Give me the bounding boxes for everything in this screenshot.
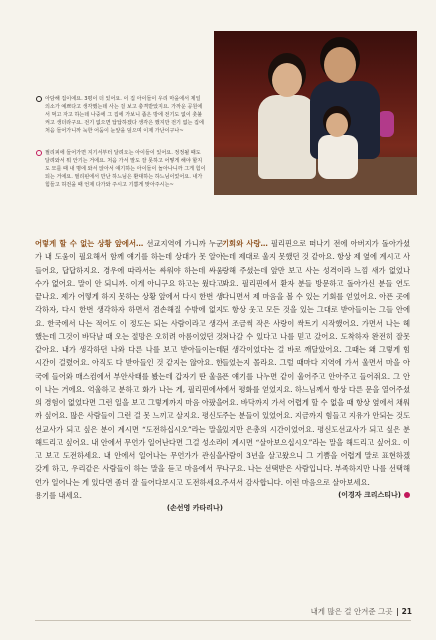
footer-divider [397, 608, 398, 616]
page-footer [311, 606, 412, 617]
right-body: 필리핀으로 떠나기 전에 아버지가 돌아가셨는데 제대로 울지 못했던 것 같아요. 항상 제 옆에 계시고 사랑해 주셨는데 앞만 보고 사는 성격이라 느낌 새가 없었나 봐요. 필리핀에서 환자 분들 방문하고 돌아가신 분들 연도 다니면서 제 마음을 볼 수 있는 기회를 얻었어요. 아픈 곳에도 항상 웃고 모든 것을 있는 그대로 받아들이는 그들 안에서 조금씩 작은 사랑이 싹트기 시작했어요. 가면서 나는 헤쳐나갈 수 있다고 나를 믿고 갔어요. 도착하자 완전히 잘못된 생각이었다는 걸 바로 깨달았어요. 그때는 왜 그렇게 힘들었는지 몰라요. 그럴 때마다 지역에 가서 울면서 마을 아픈 얘기를 나누면 같이 울어주고 안아주고 들어줘요. 그 안에서 평화를 얻었지요. 하느님께서 항상 다른 문을 열어주셨어요. 바닥까지 가서 어렵게 할 수 없을 때 항상 옆에서 채워주는 분들이 있었어요. 지금까지 힘들고 지유가 안되는 것도 있지만 은총의 시간이었어요. 평신도선교사가 되고 싶은 분이 계시면 “살아보으십시오”라는 말을 해드리고 싶어요. 이 사람이 3년을 살고왔으니 그 기쁨을 어렵게 말로 표현하겠나구요. 나는 선택받은 사람입니다. 부족하지만 나를 선택해 주셔서 감사합니다. 이런 마음으로 살아보세요. [222, 239, 410, 487]
bullet-icon [36, 150, 42, 156]
end-mark-icon [404, 492, 410, 498]
right-column [222, 237, 410, 502]
caption-1 [36, 95, 206, 135]
photo-women-and-child [214, 31, 417, 195]
right-signature: (이경자 크리스티나) [338, 490, 401, 499]
left-lead: 어렇게 할 수 없는 상황 앞에서… [35, 239, 144, 248]
caption-2-text: 필리피에 들어가면 지기서부터 달려오는 아이들이 있어요. 정정될 때도 달려와서 뭐 안기는 거에요. 처음 가서 말도 잘 못하고 어떻게 해야 할지도 모를 때 내 명에 와서 앉아서 얘기하는 아이들이 놀아나니까 그게 힘이 되는 거에요. 필리핀에서 만난 하느님은 환대하는 하느님이었어요. 내가 힘들고 허전을 때 언제 다가와 주시고 기쁨게 맞아주시는~ [45, 150, 206, 188]
page-number: 21 [401, 607, 412, 616]
right-lead: 기회와 사랑… [222, 239, 268, 248]
caption-1-text: 아담해 집이에요. 3평이 더 있어요. 이 집 아이들이 우리 마을에서 제일 의소가 예쁘다고 생각했는데 사는 걸 보고 충격받았지요. 가까운 공원에서 먹고 자고 하는데 나중에 그 집에 가보니 좁은 방에 전기도 없이 촛불 켜고 생더라구요. 전기 없으면 답답하겠다 생각은 했지만 전기 없는 집에 처음 들어가니까 눅한 어둠이 눈앞을 덮으며 이제 가난이구나~ [45, 96, 204, 134]
left-signature: (손선영 카타리나) [166, 504, 223, 512]
photo-captions [36, 95, 206, 203]
bullet-icon [36, 96, 42, 102]
footer-title: 내게 많은 걸 안겨준 그곳 [310, 607, 393, 616]
right-signature-wrap [222, 489, 410, 502]
left-body: 선교지역에 가니까 누군가 내 도움이 필요해서 함께 얘기를 하는데 상대가 못 알아들어요, 답답하지요. 경우에 따라서는 싸워야 하는데 싸움 수가 없어요. 말이 안 되니까. 이게 아니구요 하고는 웠다고 끝나요. 제가 어떻게 하지 못하는 상황 앞에서 다시 한번 생각하자, 다시 한번 생각하자 하면서 겸손해질 수밖에 없지요. 한국에서 나는 적어도 이 정도는 되는 사람이라고 생각했는데 그것이 바닥날 때 오는 절망은 오히려 아름이었던 것 같아요. 내가 생각하던 나와 다른 나를 보고 받아들이는데 시간이 걸렸어요. 아직도 다 받아들인 것 같지는 않아요. 한국에 들어와 매스컴에서 부안사태를 봤는데 갑자기 딴 울음이 나는 거에요. 억울하고 분하고 화가 나는 게, 필리핀에서의 경험이 없었다면 그런 일을 보고 그렇게까지 마음 아팠을까 싶어요. 많은 사람들이 그런 걸 못 느끼고 살지요. 평신도선교사가 되고 싶은 분이 계시면 “도전하십시오”라는 말을 해드리고 싶어요. 내 안에서 무언가 일어난다면 그걸 성소라고 보고 도전하세요. 내 안에서 일어나는 무언가가 관심을 갖게 하고, 우리같은 사람들이 하는 말을 듣고 마음에서 무언가 일어나는 게 있다면 좀더 잘 들어다보시고 도전하세요. 용기를 내세요. [35, 239, 223, 500]
footer-rule [35, 620, 411, 621]
caption-2 [36, 149, 206, 189]
left-column [35, 237, 223, 515]
